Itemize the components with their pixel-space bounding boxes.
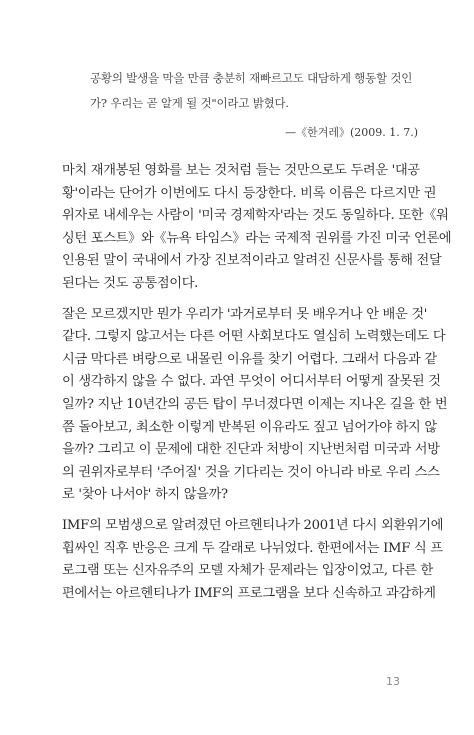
body-text bbox=[62, 160, 452, 613]
text-line: 싱턴 포스트》와《뉴욕 타임스》라는 국제적 권위를 가진 미국 언론에 bbox=[62, 230, 452, 246]
text-line: 이 생각하지 않을 수 없다. 과연 무엇이 어디서부터 어떻게 잘못된 것 bbox=[62, 374, 441, 390]
text-line: 로 '찾아 나서야' 하지 않을까? bbox=[62, 487, 228, 503]
text-line: 위자로 내세우는 사람이 '미국 경제학자'라는 것도 동일하다. 또한《워 bbox=[62, 208, 449, 224]
text-line: 된다는 것도 공통점이다. bbox=[62, 275, 199, 291]
quoted-passage bbox=[90, 66, 420, 116]
text-line: 편에서는 아르헨티나가 IMF의 프로그램을 보다 신속하고 과감하게 bbox=[62, 585, 436, 601]
text-line: 로그램 또는 신자유주의 모델 자체가 문제라는 입장이었고, 다른 한 bbox=[62, 563, 433, 579]
text-line: 마치 재개봉된 영화를 보는 것처럼 들는 것만으로도 두려운 '대공 bbox=[62, 163, 420, 178]
quote-line: 공황의 발생을 막을 만큼 충분히 재빠르고도 대담하게 행동할 것인 bbox=[90, 71, 413, 85]
text-line: 의 권위자로부터 '주어질' 것을 기다리는 것이 아니라 바로 우리 스스 bbox=[62, 464, 440, 480]
page-number: 13 bbox=[386, 675, 400, 688]
text-line: 인용된 말이 국내에서 가장 진보적이라고 알려진 신문사를 통해 전달 bbox=[62, 253, 442, 269]
text-line: 을까? 그리고 이 문제에 대한 진단과 처방이 지난번처럼 미국과 서방 bbox=[62, 442, 440, 458]
text-line: 황'이라는 단어가 이번에도 다시 등장한다. 비록 이름은 다르지만 권 bbox=[62, 185, 437, 201]
text-line: 일까? 지난 10년간의 공든 탑이 무너졌다면 이제는 지나온 길을 한 번 bbox=[62, 396, 448, 412]
quote-source: —《한겨레》(2009. 1. 7.) bbox=[285, 126, 418, 139]
text-line: IMF의 모범생으로 알려졌던 아르헨티나가 2001년 다시 외환위기에 bbox=[62, 517, 444, 533]
paragraph bbox=[62, 304, 448, 507]
text-line: 같다. 그렇지 않고서는 다른 어떤 사회보다도 열심히 노력했는데도 다 bbox=[62, 329, 446, 345]
paragraph bbox=[62, 160, 452, 296]
text-line: 시금 막다른 벼랑으로 내몰린 이유를 찾기 어렵다. 그래서 다음과 같 bbox=[62, 351, 437, 367]
text-line: 휩싸인 직후 반응은 크게 두 갈래로 나뉘었다. 한편에서는 IMF 식 프 bbox=[62, 540, 443, 556]
paragraph bbox=[62, 515, 444, 605]
text-line: 쯤 돌아보고, 최소한 이렇게 반복된 이유라도 짚고 넘어가야 하지 않 bbox=[62, 419, 437, 435]
text-line: 잘은 모르겠지만 뭔가 우리가 '과거로부터 못 배우거나 안 배운 것' bbox=[62, 306, 428, 322]
quote-line: 가? 우리는 곧 알게 될 것"이라고 밝혔다. bbox=[90, 96, 289, 110]
